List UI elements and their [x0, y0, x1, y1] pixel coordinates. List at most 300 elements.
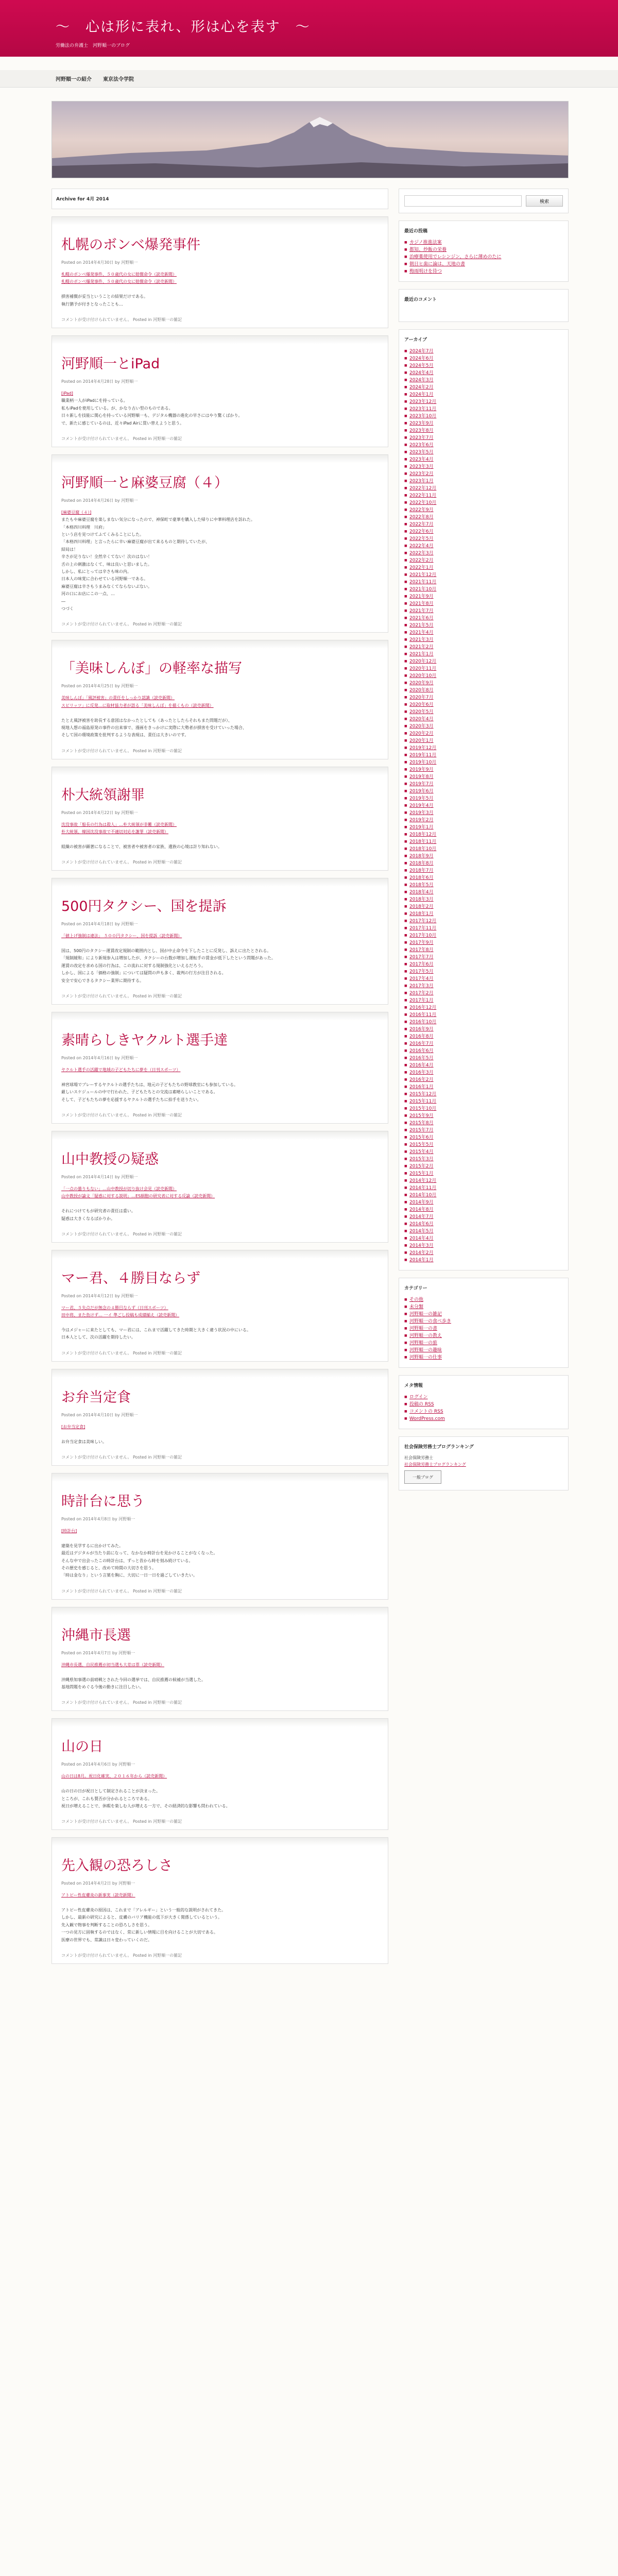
- archive-link[interactable]: ■ 2017年2月: [404, 990, 563, 997]
- archive-link[interactable]: ■ 2020年11月: [404, 665, 563, 672]
- archive-link[interactable]: ■ 2023年8月: [404, 427, 563, 434]
- archive-link[interactable]: ■ 2016年8月: [404, 1033, 563, 1040]
- post-body: [61, 1892, 379, 1943]
- post-body: [61, 1773, 379, 1809]
- archive-link[interactable]: ■ 2022年6月: [404, 528, 563, 535]
- post-title[interactable]: 札幌のボンベ爆発事件: [61, 237, 200, 253]
- archive-link[interactable]: ■ 2014年11月: [404, 1184, 563, 1192]
- widget-title: アーカイブ: [404, 337, 427, 343]
- post-body: [61, 1305, 379, 1341]
- post-title[interactable]: 河野順一とiPad: [61, 355, 160, 372]
- archive-link[interactable]: ■ 2015年5月: [404, 1141, 563, 1148]
- archive-link[interactable]: ■ 2022年1月: [404, 564, 563, 571]
- post-list: [52, 216, 388, 1964]
- recent-posts-widget: [399, 221, 569, 282]
- post-paragraph: 私もiPadを使用している。が、かなり古い型のものである。: [61, 405, 173, 411]
- post-meta: Posted on 2014年4月14日 by 河野順一: [61, 1174, 138, 1179]
- post-paragraph: しかし、国による「価格の強制」については疑問の声も多く、裁判の行方が注目される。: [61, 971, 226, 976]
- archive-link[interactable]: ■ 2024年1月: [404, 391, 563, 398]
- post-body: [61, 272, 379, 308]
- archive-link[interactable]: ■ 2021年2月: [404, 643, 563, 651]
- archive-link[interactable]: ■ 2018年5月: [404, 882, 563, 889]
- meta-widget: [399, 1375, 569, 1429]
- archive-link[interactable]: ■ 2016年4月: [404, 1062, 563, 1069]
- post-paragraph: という店を見つけてふてくみることにした。: [61, 532, 144, 537]
- archive-link[interactable]: ■ 2018年2月: [404, 903, 563, 910]
- archive-link[interactable]: ■ 2018年3月: [404, 896, 563, 903]
- site-description: 労働法の弁護士 河野順一のブログ: [56, 43, 130, 48]
- category-link[interactable]: ■ 未分類: [404, 1303, 563, 1311]
- news-link[interactable]: マー君、５失点だが無念の４勝目ならず（日刊スポーツ）: [61, 1305, 168, 1310]
- post-image[interactable]: [iPad]: [61, 391, 73, 396]
- meta-link[interactable]: ■ コメントの RSS: [404, 1408, 563, 1415]
- archive-link[interactable]: ■ 2015年11月: [404, 1098, 563, 1105]
- archive-link[interactable]: ■ 2019年12月: [404, 744, 563, 752]
- post-body: [61, 1662, 379, 1691]
- archive-link[interactable]: ■ 2015年10月: [404, 1105, 563, 1112]
- post-meta: Posted on 2014年4月8日 by 河野順一: [61, 1517, 135, 1522]
- archive-link[interactable]: ■ 2023年10月: [404, 413, 563, 420]
- post-meta: Posted on 2014年4月7日 by 河野順一: [61, 1650, 135, 1655]
- post-footer[interactable]: コメントが受け付けられていません。 Posted in 河野順一の雑記: [61, 860, 182, 865]
- post-paragraph: [61, 710, 379, 716]
- archive-link[interactable]: ■ 2021年3月: [404, 636, 563, 643]
- archive-link[interactable]: ■ 2015年12月: [404, 1091, 563, 1098]
- archive-link[interactable]: ■ 2021年12月: [404, 571, 563, 579]
- archive-link[interactable]: ■ 2018年1月: [404, 910, 563, 918]
- nav-item-school[interactable]: 東京法令学院: [103, 77, 134, 82]
- post-paragraph: 疑惑は大きくなるばかりか。: [61, 1216, 115, 1221]
- post-title[interactable]: 「美味しんぼ」の軽率な描写: [61, 660, 242, 677]
- header-banner-image: [52, 101, 569, 178]
- archive-link[interactable]: ■ 2023年11月: [404, 405, 563, 413]
- category-link[interactable]: ■ その他: [404, 1296, 563, 1303]
- post-paragraph: 辛さが足りない！全然辛くてない！次のはない！: [61, 554, 152, 560]
- sidebar: [399, 189, 569, 1964]
- post-paragraph: 基地問題をめぐる今後の動きに注目したい。: [61, 1684, 144, 1689]
- ranking-badge[interactable]: 一般ブログ: [404, 1470, 441, 1484]
- post-paragraph: ―: [61, 599, 65, 604]
- archive-link[interactable]: ■ 2017年5月: [404, 968, 563, 975]
- post-paragraph: 日本人として、次の活躍を期待したい。: [61, 1335, 135, 1340]
- archive-link[interactable]: ■ 2023年9月: [404, 420, 563, 427]
- news-link[interactable]: 山の日は8月。祝日化確実、２０１６年から（読売新聞）: [61, 1774, 167, 1779]
- news-link[interactable]: 沈没事故「船長の行為は殺人」…朴大統領が非難（読売新聞）: [61, 822, 177, 827]
- archive-link[interactable]: ■ 2021年6月: [404, 615, 563, 622]
- post-paragraph: 損害補償が妥当ということの結果だけである。: [61, 294, 148, 299]
- news-link[interactable]: 朴大統領、韓国沈没事故で不適切対応を謝罪（読売新聞）: [61, 829, 168, 835]
- blog-post: [52, 767, 388, 871]
- meta-link[interactable]: ■ WordPress.com: [404, 1415, 563, 1422]
- archive-link[interactable]: ■ 2014年4月: [404, 1235, 563, 1242]
- widget-title: 最近のコメント: [404, 297, 437, 302]
- post-footer[interactable]: コメントが受け付けられていません。 Posted in 河野順一の雑記: [61, 317, 182, 322]
- post-footer[interactable]: コメントが受け付けられていません。 Posted in 河野順一の雑記: [61, 994, 182, 999]
- post-meta: Posted on 2014年4月22日 by 河野順一: [61, 810, 138, 815]
- archive-link[interactable]: ■ 2015年7月: [404, 1127, 563, 1134]
- archive-link[interactable]: ■ 2019年9月: [404, 766, 563, 773]
- post-footer[interactable]: コメントが受け付けられていません。 Posted in 河野順一の雑記: [61, 1953, 182, 1958]
- archive-link[interactable]: ■ 2022年10月: [404, 499, 563, 506]
- post-paragraph: 「本格四川料理」と言ったらに辛い麻婆豆腐が出て来るものと期待していたが、: [61, 539, 210, 545]
- archive-link[interactable]: ■ 2017年12月: [404, 918, 563, 925]
- news-link[interactable]: スピリッツ」に反発…に取材協力者が語る「美味しんぼ」を描くもの（読売新聞）: [61, 703, 214, 708]
- blog-post: [52, 1250, 388, 1362]
- recent-post-link[interactable]: ■ 都知、炒飯の栄養: [404, 246, 563, 253]
- post-paragraph: [61, 941, 379, 947]
- recent-post-link[interactable]: ■ 朝日ヒ歯に論は、天地の書: [404, 261, 563, 268]
- post-paragraph: [61, 1900, 379, 1906]
- archive-link[interactable]: ■ 2019年10月: [404, 759, 563, 766]
- post-paragraph: それにつけてもが研究者の責任は重い。: [61, 1209, 135, 1214]
- post-footer[interactable]: コメントが受け付けられていません。 Posted in 河野順一の雑記: [61, 1819, 182, 1824]
- post-body: [61, 391, 379, 427]
- archive-link[interactable]: ■ 2021年11月: [404, 579, 563, 586]
- post-paragraph: [61, 837, 379, 843]
- post-paragraph: 組織の被害が顕著になることで、被害者や被害者の家族、遺族の心境は計り知れない。: [61, 844, 222, 849]
- post-paragraph: 祝日が増えることで、休暇を楽しむ人が増える一方で、その経済的な影響も問われている。: [61, 1803, 230, 1808]
- archive-link[interactable]: ■ 2023年2月: [404, 470, 563, 478]
- post-title[interactable]: 朴大統領謝罪: [61, 787, 145, 803]
- archive-link[interactable]: ■ 2020年2月: [404, 730, 563, 737]
- post-paragraph: お弁当定食は美味しい。: [61, 1439, 107, 1444]
- archive-link[interactable]: ■ 2021年10月: [404, 586, 563, 593]
- post-paragraph: 今はメジャーに来たとしても、マー君には、これまで活躍してきた時期と大きく違う状況の中にいる。: [61, 1328, 251, 1333]
- post-meta: Posted on 2014年4月2日 by 河野順一: [61, 1881, 135, 1886]
- post-footer[interactable]: コメントが受け付けられていません。 Posted in 河野順一の雑記: [61, 1350, 182, 1355]
- post-title[interactable]: 山中教授の疑惑: [61, 1151, 159, 1167]
- archive-link[interactable]: ■ 2018年12月: [404, 831, 563, 838]
- archive-link[interactable]: ■ 2016年9月: [404, 1026, 563, 1033]
- widget-title: 最近の投稿: [404, 229, 428, 234]
- blog-post: [52, 640, 388, 759]
- post-meta: Posted on 2014年4月16日 by 河野順一: [61, 1056, 138, 1061]
- widget-title: メタ情報: [404, 1383, 423, 1388]
- archive-link[interactable]: ■ 2024年6月: [404, 355, 563, 362]
- post-paragraph: で、新たに感じているのは、近々iPad Airに買い替えようと思う。: [61, 420, 184, 426]
- post-title[interactable]: 山の日: [61, 1739, 103, 1755]
- post-footer[interactable]: コメントが受け付けられていません。 Posted in 河野順一の雑記: [61, 1455, 182, 1460]
- category-link[interactable]: ■ 河野順一の旅: [404, 1340, 563, 1347]
- archive-link[interactable]: ■ 2020年1月: [404, 737, 563, 744]
- archive-header: [52, 189, 388, 209]
- archive-link[interactable]: ■ 2022年9月: [404, 506, 563, 514]
- news-link[interactable]: 沖縄市長選、自民推薦が初当選も大差は票（読売新聞）: [61, 1662, 164, 1667]
- archive-link[interactable]: ■ 2015年9月: [404, 1112, 563, 1120]
- recent-post-link[interactable]: ■ 梅雨明けを待つ: [404, 268, 563, 275]
- recent-comments-widget: [399, 289, 569, 322]
- post-paragraph: 「本格四川料理 川府」: [61, 524, 107, 530]
- archive-link[interactable]: ■ 2021年5月: [404, 622, 563, 629]
- archive-link[interactable]: ■ 2020年10月: [404, 672, 563, 680]
- top-navigation: [0, 70, 618, 88]
- archive-link[interactable]: ■ 2015年4月: [404, 1148, 563, 1156]
- site-header: [0, 0, 618, 57]
- archive-link[interactable]: ■ 2016年2月: [404, 1076, 563, 1083]
- archive-link[interactable]: ■ 2019年11月: [404, 752, 563, 759]
- archive-link[interactable]: ■ 2014年2月: [404, 1249, 563, 1257]
- archive-link[interactable]: ■ 2017年4月: [404, 975, 563, 982]
- archive-link[interactable]: ■ 2016年3月: [404, 1069, 563, 1076]
- archive-link[interactable]: ■ 2014年9月: [404, 1199, 563, 1206]
- archive-link[interactable]: ■ 2017年6月: [404, 961, 563, 968]
- archive-link[interactable]: ■ 2014年7月: [404, 1213, 563, 1221]
- recent-post-link[interactable]: ■ 治療薬使用でレシンジン、さらに薄めのたに: [404, 253, 563, 261]
- archive-link[interactable]: ■ 2014年10月: [404, 1192, 563, 1199]
- archives-widget: [399, 329, 569, 1270]
- post-body: [61, 822, 379, 851]
- post-body: [61, 1067, 379, 1103]
- archive-link[interactable]: ■ 2018年7月: [404, 867, 563, 874]
- archive-link[interactable]: ■ 2021年9月: [404, 593, 563, 600]
- post-paragraph: そして国の環境政策を批判するような表現は、責任は大きいのです。: [61, 733, 189, 738]
- archive-link[interactable]: ■ 2014年12月: [404, 1177, 563, 1184]
- archive-link[interactable]: ■ 2018年9月: [404, 853, 563, 860]
- archive-link[interactable]: ■ 2016年7月: [404, 1040, 563, 1047]
- post-title[interactable]: 先入観の恐ろしさ: [61, 1858, 173, 1874]
- post-footer[interactable]: コメントが受け付けられていません。 Posted in 河野順一の雑記: [61, 748, 182, 753]
- archive-link[interactable]: ■ 2019年3月: [404, 809, 563, 817]
- post-image[interactable]: [お弁当定食]: [61, 1424, 85, 1429]
- archive-link[interactable]: ■ 2017年7月: [404, 954, 563, 961]
- main-content: [52, 189, 388, 1964]
- post-meta: Posted on 2014年4月28日 by 河野順一: [61, 379, 138, 384]
- archive-link[interactable]: ■ 2019年2月: [404, 817, 563, 824]
- archive-link[interactable]: ■ 2024年7月: [404, 348, 563, 355]
- post-paragraph: 先入観で物事を判断することの恐ろしさを思う。: [61, 1922, 152, 1927]
- post-paragraph: 結局は！: [61, 547, 78, 552]
- archive-link[interactable]: ■ 2018年11月: [404, 838, 563, 845]
- meta-link[interactable]: ■ 投稿の RSS: [404, 1401, 563, 1408]
- site-title[interactable]: 〜 心は形に表れ、形は心を表す 〜: [56, 19, 311, 35]
- post-meta: Posted on 2014年4月26日 by 河野順一: [61, 498, 138, 503]
- archive-link[interactable]: ■ 2014年1月: [404, 1257, 563, 1264]
- archive-link[interactable]: ■ 2019年8月: [404, 773, 563, 781]
- archive-link[interactable]: ■ 2023年4月: [404, 456, 563, 463]
- archive-link[interactable]: ■ 2020年8月: [404, 687, 563, 694]
- archive-link[interactable]: ■ 2023年6月: [404, 442, 563, 449]
- archive-link[interactable]: ■ 2023年1月: [404, 478, 563, 485]
- post-title[interactable]: 河野順一と麻婆豆腐（４）: [61, 474, 228, 491]
- blog-post: [52, 1369, 388, 1466]
- news-link[interactable]: 札幌のボンベ爆発事件、５０歳代の女に賠償命令（読売新聞）: [61, 279, 177, 284]
- news-link[interactable]: 札幌のボンベ爆発事件、５０歳代の女に賠償命令（読売新聞）: [61, 272, 177, 277]
- category-link[interactable]: ■ 河野順一の雑記: [404, 1311, 563, 1318]
- post-paragraph: 一つの見方に固執するのではなく、常に新しい情報に目を向けることが大切である。: [61, 1930, 218, 1935]
- post-footer[interactable]: コメントが受け付けられていません。 Posted in 河野順一の雑記: [61, 1700, 182, 1705]
- archive-link[interactable]: ■ 2021年7月: [404, 607, 563, 615]
- post-title[interactable]: 素晴らしきヤクルト選手達: [61, 1032, 228, 1049]
- archive-link[interactable]: ■ 2018年10月: [404, 845, 563, 853]
- post-paragraph: 建築を見学するに出かけてみた。: [61, 1543, 123, 1548]
- archive-link[interactable]: ■ 2020年4月: [404, 716, 563, 723]
- post-title[interactable]: 時計台に思う: [61, 1494, 145, 1510]
- categories-widget: [399, 1278, 569, 1368]
- archive-link[interactable]: ■ 2020年7月: [404, 694, 563, 701]
- archive-link[interactable]: ■ 2014年5月: [404, 1228, 563, 1235]
- archive-link[interactable]: ■ 2022年5月: [404, 535, 563, 543]
- blog-post: [52, 1718, 388, 1830]
- post-paragraph: 舌の上の刺激はなくて、味は良いと思いました。: [61, 562, 152, 567]
- post-footer[interactable]: コメントが受け付けられていません。 Posted in 河野順一の雑記: [61, 1112, 182, 1117]
- post-paragraph: 「規制緩和」により新規参入は増加したが、タクシーの台数が増加し運転手の賃金が低下したという問題があった。: [61, 956, 276, 961]
- archive-link[interactable]: ■ 2019年4月: [404, 802, 563, 809]
- archive-link[interactable]: ■ 2022年4月: [404, 543, 563, 550]
- post-paragraph: [61, 286, 379, 293]
- post-image[interactable]: [麻婆豆腐（４）]: [61, 510, 92, 515]
- category-link[interactable]: ■ 河野順一の食べ歩き: [404, 1318, 563, 1325]
- archive-link[interactable]: ■ 2023年7月: [404, 434, 563, 442]
- archive-link[interactable]: ■ 2017年1月: [404, 997, 563, 1004]
- archive-link[interactable]: ■ 2022年12月: [404, 485, 563, 492]
- archive-link[interactable]: ■ 2020年5月: [404, 708, 563, 716]
- blog-post: [52, 1837, 388, 1964]
- archive-link[interactable]: ■ 2024年2月: [404, 384, 563, 391]
- news-link[interactable]: 田中将、また負けず… 一イ 準ごし投稿も成績揃え（読売新聞）: [61, 1313, 180, 1318]
- news-link[interactable]: 「一点の曇りもない」…山中教授が切り抜け会見（読売新聞）: [61, 1186, 177, 1191]
- archive-link[interactable]: ■ 2016年11月: [404, 1011, 563, 1019]
- blog-post: [52, 1473, 388, 1600]
- archive-link[interactable]: ■ 2020年12月: [404, 658, 563, 665]
- archive-link[interactable]: ■ 2020年9月: [404, 680, 563, 687]
- archive-link[interactable]: ■ 2014年6月: [404, 1221, 563, 1228]
- news-link[interactable]: 「値上げ強制は違法」 ５００円タクシー、国を提訴（読売新聞）: [61, 934, 182, 939]
- post-paragraph: そして、子どもたちの夢を応援するヤクルトの選手たちに拍手を送りたい。: [61, 1097, 201, 1102]
- archive-link[interactable]: ■ 2024年3月: [404, 377, 563, 384]
- archive-link[interactable]: ■ 2018年8月: [404, 860, 563, 867]
- category-link[interactable]: ■ 河野順一の教え: [404, 1332, 563, 1340]
- archive-link[interactable]: ■ 2016年12月: [404, 1004, 563, 1011]
- post-paragraph: しかし、最新の研究によると、皮膚のバリア機能の低下が大きく関係しているという。: [61, 1915, 222, 1920]
- category-link[interactable]: ■ 河野順一の仕事: [404, 1354, 563, 1361]
- post-paragraph: 日々新しを技能に関心を持っている河野順一も、デジタル機器の進化の早さにはやり驚くばかり。: [61, 413, 243, 418]
- archive-link[interactable]: ■ 2017年8月: [404, 946, 563, 954]
- post-title[interactable]: 500円タクシー、国を提訴: [61, 899, 227, 915]
- archive-link[interactable]: ■ 2016年1月: [404, 1083, 563, 1091]
- post-paragraph: そんな中で出会ったこの時計台は、ずっと昔から時を刻み続けている。: [61, 1558, 193, 1563]
- post-meta: Posted on 2014年4月18日 by 河野順一: [61, 922, 138, 927]
- archive-link[interactable]: ■ 2017年3月: [404, 982, 563, 990]
- post-paragraph: 最近はデジタルが当たり前になって、なかなか時計台を見かけることがなくなった。: [61, 1551, 218, 1556]
- category-link[interactable]: ■ 河野順一の書: [404, 1325, 563, 1332]
- archive-title: Archive for 4月 2014: [56, 197, 109, 202]
- search-input[interactable]: [404, 195, 522, 207]
- post-paragraph: またもや麻婆豆腐を楽しまない気分になったので、神保町で豪華を購入した帰りに中華料理店を訪れた。: [61, 517, 255, 522]
- post-paragraph: 厳しいスケジュールの中で行われた、子どもたちとの交流は素晴らしいことである。: [61, 1090, 218, 1095]
- post-meta: Posted on 2014年4月10日 by 河野順一: [61, 1412, 138, 1417]
- search-button[interactable]: 検索: [526, 195, 563, 207]
- archive-link[interactable]: ■ 2017年9月: [404, 939, 563, 946]
- post-paragraph: 河の口にお店にこの一点、…: [61, 591, 115, 597]
- post-footer[interactable]: コメントが受け付けられていません。 Posted in 河野順一の雑記: [61, 1231, 182, 1236]
- post-paragraph: 運賃の改定を求める国の行為は、この流れに対する規制強化といえるだろう。: [61, 963, 205, 968]
- archive-link[interactable]: ■ 2023年5月: [404, 449, 563, 456]
- post-image[interactable]: [時計台]: [61, 1529, 77, 1534]
- archive-link[interactable]: ■ 2019年1月: [404, 824, 563, 831]
- post-paragraph: その歴史を感じると、改めて時間の大切さを思う。: [61, 1566, 156, 1570]
- archive-link[interactable]: ■ 2020年3月: [404, 723, 563, 730]
- post-title[interactable]: お弁当定食: [61, 1389, 131, 1405]
- archive-link[interactable]: ■ 2018年4月: [404, 889, 563, 896]
- archive-link[interactable]: ■ 2016年5月: [404, 1055, 563, 1062]
- post-paragraph: [61, 1669, 379, 1675]
- post-footer[interactable]: コメントが受け付けられていません。 Posted in 河野順一の雑記: [61, 436, 182, 441]
- archive-link[interactable]: ■ 2020年6月: [404, 701, 563, 708]
- archive-link[interactable]: ■ 2019年6月: [404, 788, 563, 795]
- ranking-widget: [399, 1436, 569, 1490]
- post-meta: Posted on 2014年4月6日 by 河野順一: [61, 1762, 135, 1767]
- archive-link[interactable]: ■ 2015年6月: [404, 1134, 563, 1141]
- post-paragraph: [61, 1535, 379, 1541]
- post-paragraph: [61, 1431, 379, 1437]
- post-paragraph: [61, 1201, 379, 1207]
- archive-link[interactable]: ■ 2017年10月: [404, 932, 563, 939]
- nav-item-profile[interactable]: 河野順一の紹介: [56, 77, 92, 82]
- archive-link[interactable]: ■ 2022年2月: [404, 557, 563, 564]
- archive-link[interactable]: ■ 2022年11月: [404, 492, 563, 499]
- archive-link[interactable]: ■ 2015年8月: [404, 1120, 563, 1127]
- archive-link[interactable]: ■ 2022年7月: [404, 521, 563, 528]
- archive-link[interactable]: ■ 2022年8月: [404, 514, 563, 521]
- post-title[interactable]: マー君、４勝目ならず: [61, 1270, 200, 1286]
- post-paragraph: 執行猶予が付きとなったことも…: [61, 301, 123, 307]
- blog-post: [52, 216, 388, 328]
- news-link[interactable]: アトピー性皮膚炎の新事実（読売新聞）: [61, 1893, 135, 1898]
- archive-link[interactable]: ■ 2018年6月: [404, 874, 563, 882]
- blog-post: [52, 1131, 388, 1243]
- ranking-link[interactable]: 社会保険労務士ブログランキング: [404, 1462, 466, 1467]
- archive-link[interactable]: ■ 2023年12月: [404, 398, 563, 405]
- archive-link[interactable]: ■ 2016年10月: [404, 1019, 563, 1026]
- post-footer[interactable]: コメントが受け付けられていません。 Posted in 河野順一の雑記: [61, 1588, 182, 1594]
- archive-link[interactable]: ■ 2016年6月: [404, 1047, 563, 1055]
- category-link[interactable]: ■ 河野順一の趣味: [404, 1347, 563, 1354]
- archive-link[interactable]: ■ 2015年1月: [404, 1170, 563, 1177]
- news-link[interactable]: ヤクルト選手の活躍で地域の子どもたちに夢を（日刊スポーツ）: [61, 1067, 181, 1073]
- post-body: [61, 1424, 379, 1445]
- archive-link[interactable]: ■ 2024年5月: [404, 362, 563, 369]
- recent-post-link[interactable]: ■ カジノ推進法案: [404, 239, 563, 246]
- archive-link[interactable]: ■ 2022年3月: [404, 550, 563, 557]
- archive-link[interactable]: ■ 2021年4月: [404, 629, 563, 636]
- ranking-text[interactable]: 社会保険労務士: [404, 1455, 433, 1460]
- archive-link[interactable]: ■ 2021年1月: [404, 651, 563, 658]
- archive-link[interactable]: ■ 2023年3月: [404, 463, 563, 470]
- post-paragraph: しかし、私にとっては辛さも味の内。: [61, 569, 131, 574]
- archive-link[interactable]: ■ 2014年8月: [404, 1206, 563, 1213]
- archive-link[interactable]: ■ 2019年5月: [404, 795, 563, 802]
- blog-post: [52, 335, 388, 447]
- news-link[interactable]: 美味しんぼ」「風評被害」の責任をしっかり認識（読売新聞）: [61, 696, 175, 701]
- post-body: [61, 510, 379, 612]
- post-paragraph: 職業柄一人がiPadにを持っている。: [61, 398, 128, 403]
- archive-link[interactable]: ■ 2019年7月: [404, 781, 563, 788]
- post-title[interactable]: 沖縄市長選: [61, 1627, 131, 1643]
- post-paragraph: 神宮球場でプレーするヤクルトの選手たちは、地元の子どもたちの野球教室にも参加している。: [61, 1082, 238, 1087]
- post-body: [61, 933, 379, 984]
- archive-link[interactable]: ■ 2014年3月: [404, 1242, 563, 1249]
- archive-link[interactable]: ■ 2021年8月: [404, 600, 563, 607]
- post-footer[interactable]: コメントが受け付けられていません。 Posted in 河野順一の雑記: [61, 622, 182, 627]
- post-paragraph: 沖縄県知事選の前哨戦とされた今回の選挙では、自民推薦の候補が当選した。: [61, 1677, 205, 1682]
- archive-link[interactable]: ■ 2015年3月: [404, 1156, 563, 1163]
- post-paragraph: 麻婆豆腐は辛さもうまみなくてならないぶない。: [61, 584, 152, 589]
- archive-link[interactable]: ■ 2024年4月: [404, 369, 563, 377]
- archive-link[interactable]: ■ 2017年11月: [404, 925, 563, 932]
- meta-link[interactable]: ■ ログイン: [404, 1394, 563, 1401]
- archive-link[interactable]: ■ 2015年2月: [404, 1163, 563, 1170]
- news-link[interactable]: 山中教授が論文「疑惑に対する説明」…ES細胞の研究者に対する反論（読売新聞）: [61, 1194, 215, 1199]
